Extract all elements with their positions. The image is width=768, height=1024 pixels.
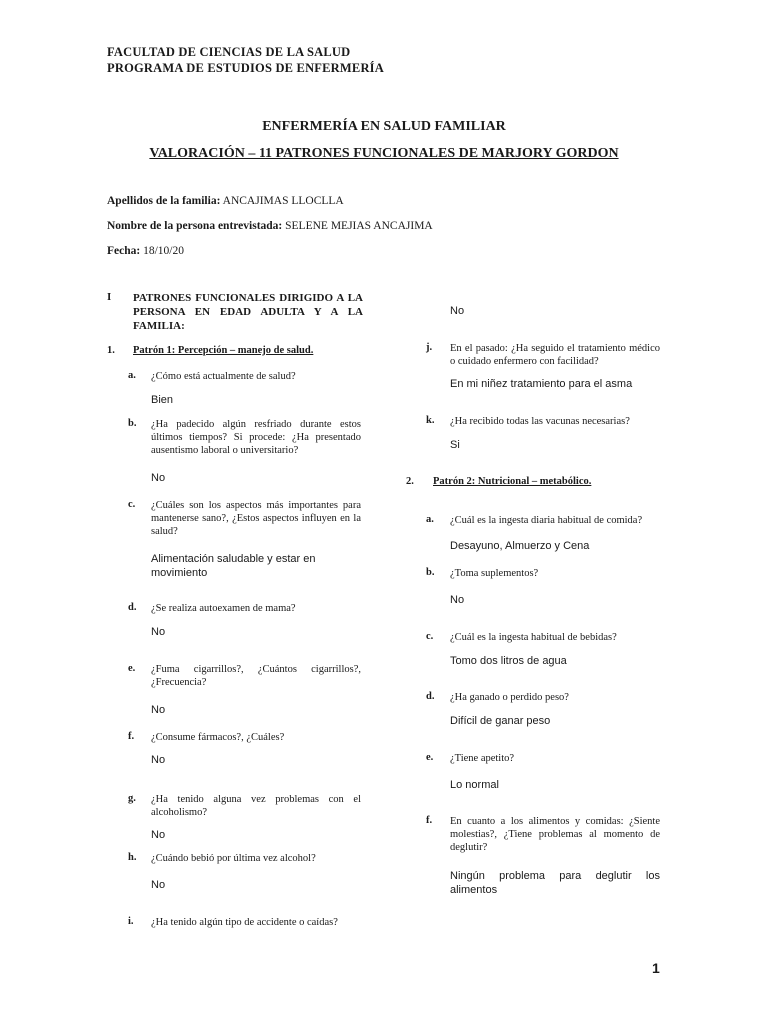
answer-text: No (151, 704, 166, 716)
item-letter: a. (128, 370, 136, 381)
person-value: SELENE MEJIAS ANCAJIMA (285, 220, 433, 232)
answer-text: No (151, 879, 166, 891)
item-letter: e. (426, 752, 434, 763)
item-letter: k. (426, 415, 435, 426)
family-value: ANCAJIMAS LLOCLLA (222, 195, 344, 207)
answer-text: Bien (151, 394, 174, 406)
pattern1-title: Patrón 1: Percepción – manejo de salud. (133, 345, 314, 356)
item-letter: g. (128, 793, 136, 804)
program-heading: PROGRAMA DE ESTUDIOS DE ENFERMERÍA (107, 61, 384, 75)
answer-text: No (151, 472, 166, 484)
date-value: 18/10/20 (143, 245, 184, 257)
question-text: En cuanto a los alimentos y comidas: ¿Siente molestias?, ¿Tiene problemas al momento de deglutir? (450, 816, 660, 853)
question-text: ¿Cuándo bebió por última vez alcohol? (151, 853, 316, 864)
section-number: I (107, 291, 112, 303)
pattern2-number: 2. (406, 476, 414, 487)
answer-text: Ningún problema para deglutir los alimentos (450, 870, 660, 896)
item-letter: i. (128, 916, 134, 927)
answer-text: No (151, 754, 166, 766)
answer-text: No (151, 829, 166, 841)
item-letter: d. (426, 691, 435, 702)
item-letter: f. (426, 815, 433, 826)
answer-text: No (450, 594, 465, 606)
item-letter: j. (426, 342, 433, 353)
item-letter: b. (128, 418, 137, 429)
answer-text: No (450, 305, 465, 317)
date-label: Fecha: (107, 245, 141, 257)
item-letter: a. (426, 514, 434, 525)
question-text: ¿Toma suplementos? (450, 568, 539, 579)
question-text: ¿Ha tenido alguna vez problemas con el alcoholismo? (151, 794, 361, 818)
question-text: ¿Cuál es la ingesta habitual de bebidas? (450, 632, 617, 643)
family-label: Apellidos de la familia: (107, 195, 221, 207)
question-text: ¿Consume fármacos?, ¿Cuáles? (151, 732, 285, 743)
question-text: ¿Cuáles son los aspectos más importantes para mantenerse sano?, ¿Estos aspectos influyen en la salud? (151, 500, 361, 537)
question-text: ¿Ha padecido algún resfriado durante estos últimos tiempos? Si procede: ¿Ha presentado ausentismo laboral o universitario? (151, 419, 361, 456)
valuation-title-text: VALORACIÓN – 11 PATRONES FUNCIONALES DE MARJORY GORDON (149, 146, 619, 161)
question-text: ¿Cómo está actualmente de salud? (151, 371, 296, 382)
answer-text: Desayuno, Almuerzo y Cena (450, 540, 590, 552)
section-title: PATRONES FUNCIONALES DIRIGIDO A LA PERSONA EN EDAD ADULTA Y A LA FAMILIA: (133, 292, 363, 332)
family-line (107, 195, 344, 207)
item-letter: h. (128, 852, 137, 863)
course-title: ENFERMERÍA EN SALUD FAMILIAR (262, 119, 506, 134)
question-text: ¿Cuál es la ingesta diaria habitual de comida? (450, 515, 643, 526)
question-text: ¿Se realiza autoexamen de mama? (151, 603, 296, 614)
person-label: Nombre de la persona entrevistada: (107, 220, 283, 232)
item-letter: e. (128, 663, 136, 674)
answer-text: Alimentación saludable y estar en movimiento (151, 553, 316, 579)
question-text: ¿Ha ganado o perdido peso? (450, 692, 569, 703)
item-letter: d. (128, 602, 137, 613)
item-letter: b. (426, 567, 435, 578)
question-text: ¿Ha recibido todas las vacunas necesarias? (450, 416, 630, 427)
answer-text: Si (450, 439, 460, 451)
question-text: ¿Fuma cigarrillos?, ¿Cuántos cigarrillos?, ¿Frecuencia? (151, 664, 361, 688)
item-letter: f. (128, 731, 135, 742)
question-text: ¿Ha tenido algún tipo de accidente o caídas? (151, 917, 338, 928)
person-line (107, 220, 433, 232)
question-text: En el pasado: ¿Ha seguido el tratamiento médico o cuidado enfermero con facilidad? (450, 343, 660, 367)
answer-text: No (151, 626, 166, 638)
answer-text: En mi niñez tratamiento para el asma (450, 378, 633, 390)
answer-text: Tomo dos litros de agua (450, 655, 567, 667)
valuation-title (0, 146, 768, 162)
question-text: ¿Tiene apetito? (450, 753, 515, 764)
answer-text: Lo normal (450, 779, 499, 791)
page-number: 1 (652, 960, 660, 976)
pattern1-number: 1. (107, 345, 115, 356)
faculty-heading: FACULTAD DE CIENCIAS DE LA SALUD (107, 45, 351, 59)
answer-text: Difícil de ganar peso (450, 715, 551, 727)
date-line (107, 245, 184, 257)
item-letter: c. (128, 499, 136, 510)
pattern2-title: Patrón 2: Nutricional – metabólico. (433, 476, 592, 487)
item-letter: c. (426, 631, 434, 642)
